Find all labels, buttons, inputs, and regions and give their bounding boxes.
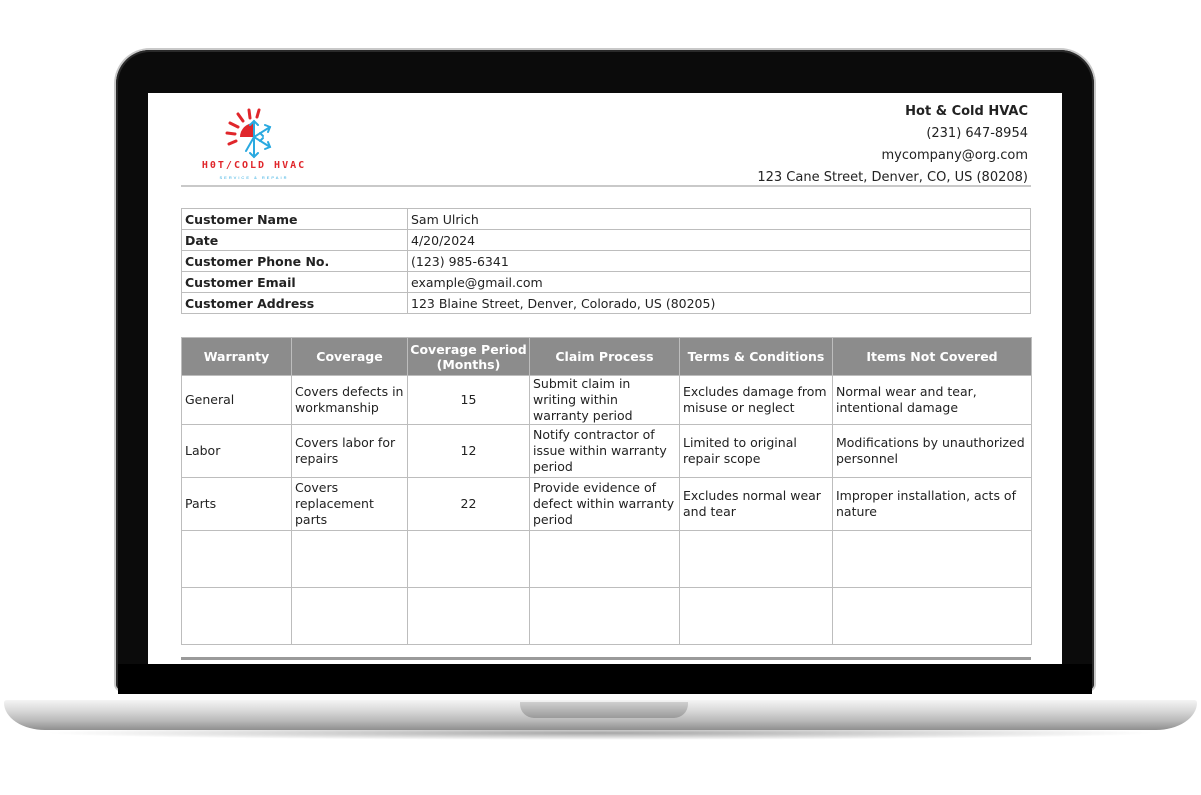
table-cell: Excludes normal wear and tear [680, 478, 833, 531]
table-cell: Labor [182, 425, 292, 478]
table-cell: Limited to original repair scope [680, 425, 833, 478]
warranty-table [181, 337, 1032, 645]
logo-wordmark: H0T/COLD HVAC [201, 160, 307, 171]
table-cell [680, 531, 833, 588]
table-row-empty [182, 588, 1032, 645]
table-cell: Notify contractor of issue within warranty period [530, 425, 680, 478]
table-cell [292, 588, 408, 645]
table-cell: Covers defects in workmanship [292, 376, 408, 425]
column-header: Warranty [182, 338, 292, 376]
customer-address-value: 123 Blaine Street, Denver, Colorado, US (80205) [408, 293, 1031, 314]
table-row [182, 272, 1031, 293]
table-cell: Modifications by unauthorized personnel [833, 425, 1032, 478]
table-row-empty [182, 531, 1032, 588]
customer-email-label: Customer Email [182, 272, 408, 293]
table-cell: 15 [408, 376, 530, 425]
table-cell [182, 531, 292, 588]
table-cell: General [182, 376, 292, 425]
table-cell: Covers labor for repairs [292, 425, 408, 478]
customer-email-value: example@gmail.com [408, 272, 1031, 293]
customer-phone-value: (123) 985-6341 [408, 251, 1031, 272]
table-cell: Provide evidence of defect within warranty period [530, 478, 680, 531]
table-cell [680, 588, 833, 645]
table-cell [408, 588, 530, 645]
table-cell [530, 588, 680, 645]
table-cell: 12 [408, 425, 530, 478]
table-cell: Improper installation, acts of nature [833, 478, 1032, 531]
date-label: Date [182, 230, 408, 251]
column-header: Coverage [292, 338, 408, 376]
table-cell: Parts [182, 478, 292, 531]
column-header: Terms & Conditions [680, 338, 833, 376]
table-row [182, 209, 1031, 230]
table-cell [408, 531, 530, 588]
table-header-row [182, 338, 1032, 376]
table-row [182, 251, 1031, 272]
column-header: Coverage Period (Months) [408, 338, 530, 376]
footer-divider [181, 657, 1031, 660]
laptop-notch [520, 702, 688, 718]
table-cell: Submit claim in writing within warranty period [530, 376, 680, 425]
table-row [182, 425, 1032, 478]
table-row [182, 230, 1031, 251]
table-cell: 22 [408, 478, 530, 531]
customer-name-label: Customer Name [182, 209, 408, 230]
customer-phone-label: Customer Phone No. [182, 251, 408, 272]
company-info [757, 101, 1028, 189]
table-cell [292, 531, 408, 588]
laptop-bezel [118, 664, 1092, 694]
column-header: Claim Process [530, 338, 680, 376]
table-cell [833, 588, 1032, 645]
logo-tagline: SERVICE & REPAIR [219, 175, 289, 180]
date-value: 4/20/2024 [408, 230, 1031, 251]
customer-info-table [181, 208, 1031, 314]
table-row [182, 376, 1032, 425]
table-cell: Excludes damage from misuse or neglect [680, 376, 833, 425]
company-logo [186, 103, 322, 181]
table-row [182, 293, 1031, 314]
company-phone: (231) 647-8954 [926, 126, 1028, 141]
customer-name-value: Sam Ulrich [408, 209, 1031, 230]
sun-snowflake-icon [186, 103, 322, 159]
table-cell [530, 531, 680, 588]
table-cell [833, 531, 1032, 588]
header-divider [181, 185, 1031, 187]
document-screen [148, 93, 1062, 664]
table-row [182, 478, 1032, 531]
company-email: mycompany@org.com [881, 148, 1028, 163]
customer-address-label: Customer Address [182, 293, 408, 314]
table-cell: Covers replacement parts [292, 478, 408, 531]
table-cell [182, 588, 292, 645]
company-address: 123 Cane Street, Denver, CO, US (80208) [757, 170, 1028, 185]
company-name: Hot & Cold HVAC [905, 104, 1028, 119]
table-cell: Normal wear and tear, intentional damage [833, 376, 1032, 425]
column-header: Items Not Covered [833, 338, 1032, 376]
